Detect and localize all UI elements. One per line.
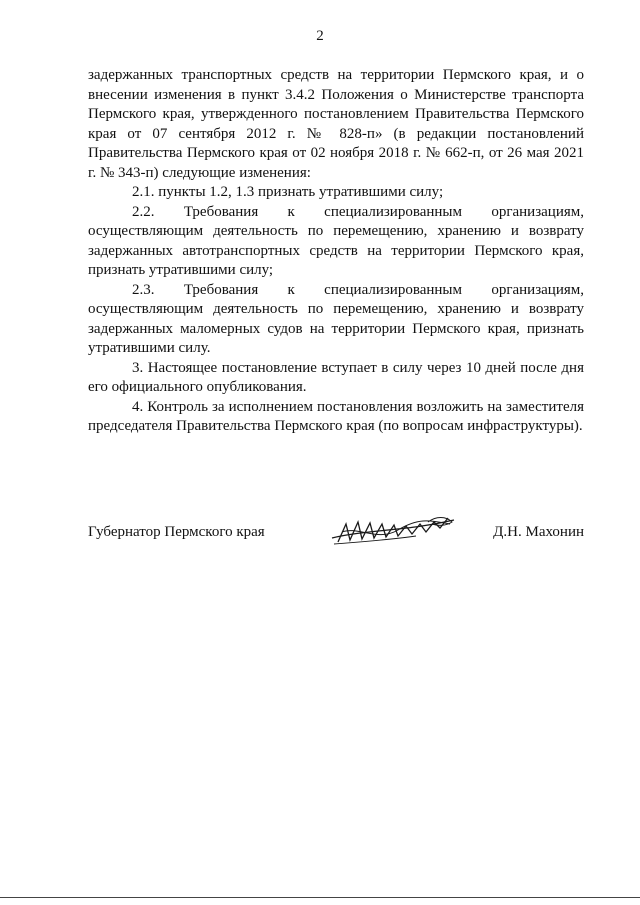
handwritten-signature [328, 512, 458, 552]
page-number: 2 [316, 28, 324, 44]
signatory-name: Д.Н. Махонин [493, 524, 584, 540]
document-body [88, 66, 584, 437]
page-bottom-border [0, 897, 640, 898]
paragraph-2-1: 2.1. пункты 1.2, 1.3 признать утратившими силу; [132, 184, 444, 200]
paragraph-continuation: задержанных транспортных средств на территории Пермского края, и о внесении изменения в пункт 3.4.2 Положения о Министерстве транспорта Пермского края, утвержденного постановлением Правительства Пермского края от 07 сентября 2012 г. № 828-п» (в редакции постановлений Правительства Пермского края от 02 ноября 2018 г. № 662-п, от 26 мая 2021 г. № 343-п) следующие изменения: [88, 67, 584, 181]
paragraph-2-3: 2.3. Требования к специализированным организациям, осуществляющим деятельность по перемещению, хранению и возврату задержанных маломерных судов на территории Пермского края, признать утратившими силу. [88, 281, 584, 356]
paragraph-4: 4. Контроль за исполнением постановления возложить на заместителя председателя Правительства Пермского края (по вопросам инфраструктуры). [88, 398, 584, 434]
signature-block [88, 512, 584, 552]
paragraph-2-2: 2.2. Требования к специализированным организациям, осуществляющим деятельность по перемещению, хранению и возврату задержанных автотранспортных средств на территории Пермского края, признать утратившими силу; [88, 203, 584, 278]
signatory-title: Губернатор Пермского края [88, 524, 265, 540]
paragraph-3: 3. Настоящее постановление вступает в силу через 10 дней после дня его официального опубликования. [88, 359, 584, 395]
